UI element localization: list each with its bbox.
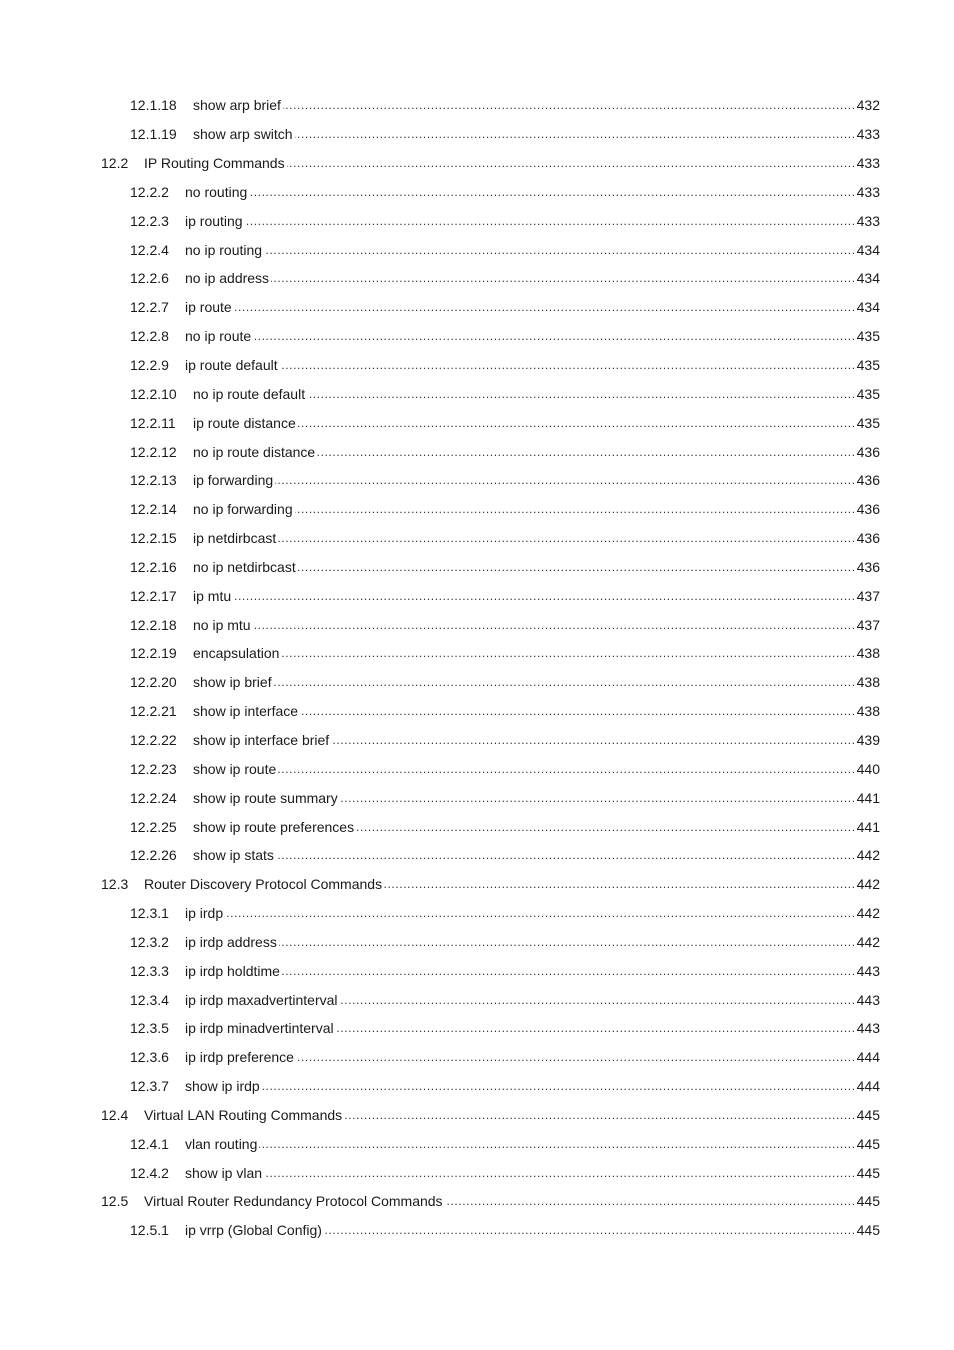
dot-leader [233,588,856,604]
toc-entry-page-number: 445 [856,1193,880,1210]
toc-entry-title: no ip address [185,270,270,287]
toc-entry-page-number: 438 [856,703,880,720]
toc-entry[interactable] [0,206,954,235]
toc-entry[interactable] [0,379,954,408]
toc-entry[interactable] [0,1129,954,1158]
toc-entry-page-number: 442 [856,876,880,893]
toc-entry[interactable] [0,466,954,495]
toc-entry[interactable] [0,524,954,553]
toc-entry-title: encapsulation [193,645,280,662]
dot-leader [271,270,856,286]
dot-leader [298,559,856,575]
toc-entry-page-number: 434 [856,270,880,287]
dot-leader [264,1165,856,1181]
toc-entry[interactable] [0,235,954,264]
toc-entry-page-number: 433 [856,212,880,229]
toc-entry-title: show ip route preferences [193,818,355,835]
toc-entry-number: 12.4.1 [130,1135,169,1152]
toc-entry-title: IP Routing Commands [144,155,285,172]
toc-entry-page-number: 445 [856,1135,880,1152]
dot-leader [282,963,856,979]
toc-entry-page-number: 439 [856,731,880,748]
toc-entry-page-number: 434 [856,241,880,258]
toc-entry-page-number: 435 [856,385,880,402]
toc-entry[interactable] [0,264,954,293]
dot-leader [287,155,856,171]
dot-leader [295,126,856,142]
toc-entry[interactable] [0,697,954,726]
toc-entry-page-number: 434 [856,299,880,316]
toc-entry-number: 12.5 [101,1193,129,1210]
toc-entry-number: 12.2.8 [130,328,169,345]
toc-entry-title: show ip vlan [185,1164,263,1181]
toc-entry-title: show ip interface [193,703,299,720]
toc-entry-title: show ip interface brief [193,731,330,748]
toc-entry-title: no ip route default [193,385,306,402]
toc-entry-page-number: 444 [856,1078,880,1095]
dot-leader [307,386,856,402]
dot-leader [296,1049,856,1065]
toc-entry-number: 12.2.18 [130,616,177,633]
toc-entry-number: 12.2.17 [130,587,177,604]
toc-entry-page-number: 437 [856,587,880,604]
toc-entry[interactable] [0,726,954,755]
toc-entry-title: show arp switch [193,126,293,143]
dot-leader [336,1020,856,1036]
toc-entry[interactable] [0,553,954,582]
dot-leader [298,415,856,431]
dot-leader [344,1107,855,1123]
toc-entry-page-number: 444 [856,1049,880,1066]
dot-leader [249,184,855,200]
toc-entry[interactable] [0,899,954,928]
toc-entry-page-number: 442 [856,905,880,922]
dot-leader [281,645,855,661]
toc-entry-number: 12.2.22 [130,731,177,748]
toc-entry-number: 12.2.6 [130,270,169,287]
toc-entry[interactable] [0,120,954,149]
toc-entry-page-number: 435 [856,357,880,374]
toc-entry-page-number: 438 [856,645,880,662]
toc-entry[interactable] [0,1187,954,1216]
toc-entry-title: ip route [185,299,232,316]
toc-entry-page-number: 436 [856,472,880,489]
toc-entry-title: ip forwarding [193,472,274,489]
toc-entry-number: 12.3.5 [130,1020,169,1037]
toc-entry-title: ip irdp [185,905,224,922]
toc-entry-number: 12.1.18 [130,97,177,114]
toc-entry-title: no ip netdirbcast [193,558,296,575]
toc-entry[interactable] [0,956,954,985]
toc-entry-page-number: 437 [856,616,880,633]
dot-leader [340,992,856,1008]
toc-entry-number: 12.2.4 [130,241,169,258]
dot-leader [262,1078,856,1094]
toc-entry[interactable] [0,841,954,870]
toc-entry-page-number: 435 [856,414,880,431]
toc-entry-number: 12.2.19 [130,645,177,662]
toc-entry[interactable] [0,408,954,437]
dot-leader [234,299,856,315]
toc-entry-title: ip irdp address [185,933,277,950]
dot-leader [278,761,855,777]
toc-entry-page-number: 440 [856,760,880,777]
dot-leader [300,703,856,719]
toc-entry-number: 12.2.20 [130,674,177,691]
dot-leader [324,1222,856,1238]
toc-entry[interactable] [0,927,954,956]
toc-entry[interactable] [0,581,954,610]
toc-entry[interactable] [0,495,954,524]
toc-entry[interactable] [0,610,954,639]
toc-entry-page-number: 441 [856,818,880,835]
toc-entry-number: 12.3.2 [130,933,169,950]
toc-entry[interactable] [0,783,954,812]
toc-entry-title: show ip route [193,760,277,777]
toc-entry[interactable] [0,668,954,697]
toc-entry[interactable] [0,985,954,1014]
dot-leader [253,617,856,633]
dot-leader [274,674,856,690]
toc-entry[interactable] [0,1158,954,1187]
toc-entry-number: 12.3.3 [130,962,169,979]
toc-entry-title: ip irdp minadvertinterval [185,1020,334,1037]
toc-entry-number: 12.2.9 [130,357,169,374]
toc-entry-number: 12.2.14 [130,501,177,518]
toc-entry[interactable] [0,437,954,466]
toc-entry[interactable] [0,639,954,668]
dot-leader [276,847,856,863]
toc-entry-title: vlan routing [185,1135,258,1152]
toc-entry-number: 12.2.13 [130,472,177,489]
dot-leader [340,790,856,806]
toc-entry[interactable] [0,178,954,207]
toc-entry-page-number: 443 [856,991,880,1008]
toc-entry-title: ip routing [185,212,243,229]
toc-entry-page-number: 436 [856,443,880,460]
dot-leader [317,444,855,460]
toc-entry-title: show ip route summary [193,789,338,806]
dot-leader [253,328,855,344]
toc-entry[interactable] [0,812,954,841]
dot-leader [356,819,856,835]
toc-entry-page-number: 442 [856,933,880,950]
toc-entry[interactable] [0,149,954,178]
toc-entry[interactable] [0,754,954,783]
toc-entry-title: ip irdp maxadvertinterval [185,991,338,1008]
toc-entry-title: Virtual Router Redundancy Protocol Commands [144,1193,443,1210]
toc-entry-title: ip route default [185,357,278,374]
toc-entry-title: ip irdp preference [185,1049,294,1066]
toc-entry-number: 12.3.7 [130,1078,169,1095]
toc-entry-number: 12.1.19 [130,126,177,143]
toc-entry-page-number: 433 [856,155,880,172]
toc-entry-number: 12.2.16 [130,558,177,575]
toc-entry-title: ip netdirbcast [193,530,277,547]
toc-entry-page-number: 436 [856,530,880,547]
dot-leader [280,357,856,373]
toc-entry[interactable] [0,1216,954,1245]
toc-entry-page-number: 433 [856,183,880,200]
toc-entry-page-number: 438 [856,674,880,691]
toc-entry-number: 12.2.26 [130,847,177,864]
dot-leader [295,501,856,517]
dot-leader [259,1136,855,1152]
toc-entry-number: 12.3 [101,876,129,893]
dot-leader [283,97,856,113]
toc-entry-number: 12.2.11 [130,414,176,431]
toc-entry-number: 12.3.4 [130,991,169,1008]
toc-entry-number: 12.3.6 [130,1049,169,1066]
toc-entry[interactable] [0,870,954,899]
dot-leader [278,530,855,546]
toc-entry[interactable] [0,1014,954,1043]
toc-entry-number: 12.2.12 [130,443,177,460]
table-of-contents [0,91,954,1245]
toc-entry[interactable] [0,1101,954,1130]
toc-entry-page-number: 443 [856,962,880,979]
toc-entry[interactable] [0,1043,954,1072]
toc-entry-title: ip mtu [193,587,232,604]
dot-leader [279,934,856,950]
dot-leader [384,876,856,892]
toc-entry[interactable] [0,293,954,322]
toc-entry-page-number: 442 [856,847,880,864]
toc-entry-number: 12.2.25 [130,818,177,835]
toc-entry-number: 12.4 [101,1106,129,1123]
toc-entry-title: ip vrrp (Global Config) [185,1222,322,1239]
toc-entry[interactable] [0,1072,954,1101]
toc-entry-page-number: 436 [856,501,880,518]
toc-entry-number: 12.2.7 [130,299,169,316]
toc-entry-number: 12.5.1 [130,1222,169,1239]
toc-entry-page-number: 436 [856,558,880,575]
toc-entry-number: 12.2.21 [130,703,177,720]
toc-entry-page-number: 441 [856,789,880,806]
toc-entry-page-number: 432 [856,97,880,114]
toc-entry-title: no ip route [185,328,252,345]
dot-leader [331,732,855,748]
toc-entry-title: show ip brief [193,674,272,691]
toc-entry[interactable] [0,322,954,351]
toc-entry-page-number: 445 [856,1222,880,1239]
toc-entry-page-number: 433 [856,126,880,143]
toc-entry-number: 12.2.15 [130,530,177,547]
toc-entry-title: show arp brief [193,97,281,114]
toc-entry-number: 12.3.1 [130,905,169,922]
toc-entry-title: Router Discovery Protocol Commands [144,876,383,893]
toc-entry-number: 12.2.10 [130,385,177,402]
dot-leader [445,1193,856,1209]
dot-leader [245,213,856,229]
toc-entry-title: show ip irdp [185,1078,260,1095]
toc-entry-number: 12.2.23 [130,760,177,777]
toc-entry-title: no ip forwarding [193,501,293,518]
dot-leader [275,472,855,488]
toc-entry[interactable] [0,91,954,120]
toc-entry-number: 12.2 [101,155,129,172]
toc-entry-title: no ip mtu [193,616,251,633]
toc-entry[interactable] [0,351,954,380]
toc-entry-page-number: 445 [856,1106,880,1123]
toc-entry-page-number: 435 [856,328,880,345]
toc-entry-number: 12.2.3 [130,212,169,229]
toc-entry-title: no ip route distance [193,443,316,460]
toc-entry-title: ip irdp holdtime [185,962,280,979]
toc-entry-number: 12.2.2 [130,183,169,200]
toc-entry-page-number: 445 [856,1164,880,1181]
toc-entry-title: no routing [185,183,248,200]
toc-entry-title: ip route distance [193,414,296,431]
toc-entry-title: no ip routing [185,241,263,258]
dot-leader [264,242,856,258]
toc-entry-title: Virtual LAN Routing Commands [144,1106,343,1123]
toc-entry-number: 12.2.24 [130,789,177,806]
toc-entry-number: 12.4.2 [130,1164,169,1181]
toc-entry-title: show ip stats [193,847,274,864]
toc-entry-page-number: 443 [856,1020,880,1037]
dot-leader [225,905,856,921]
